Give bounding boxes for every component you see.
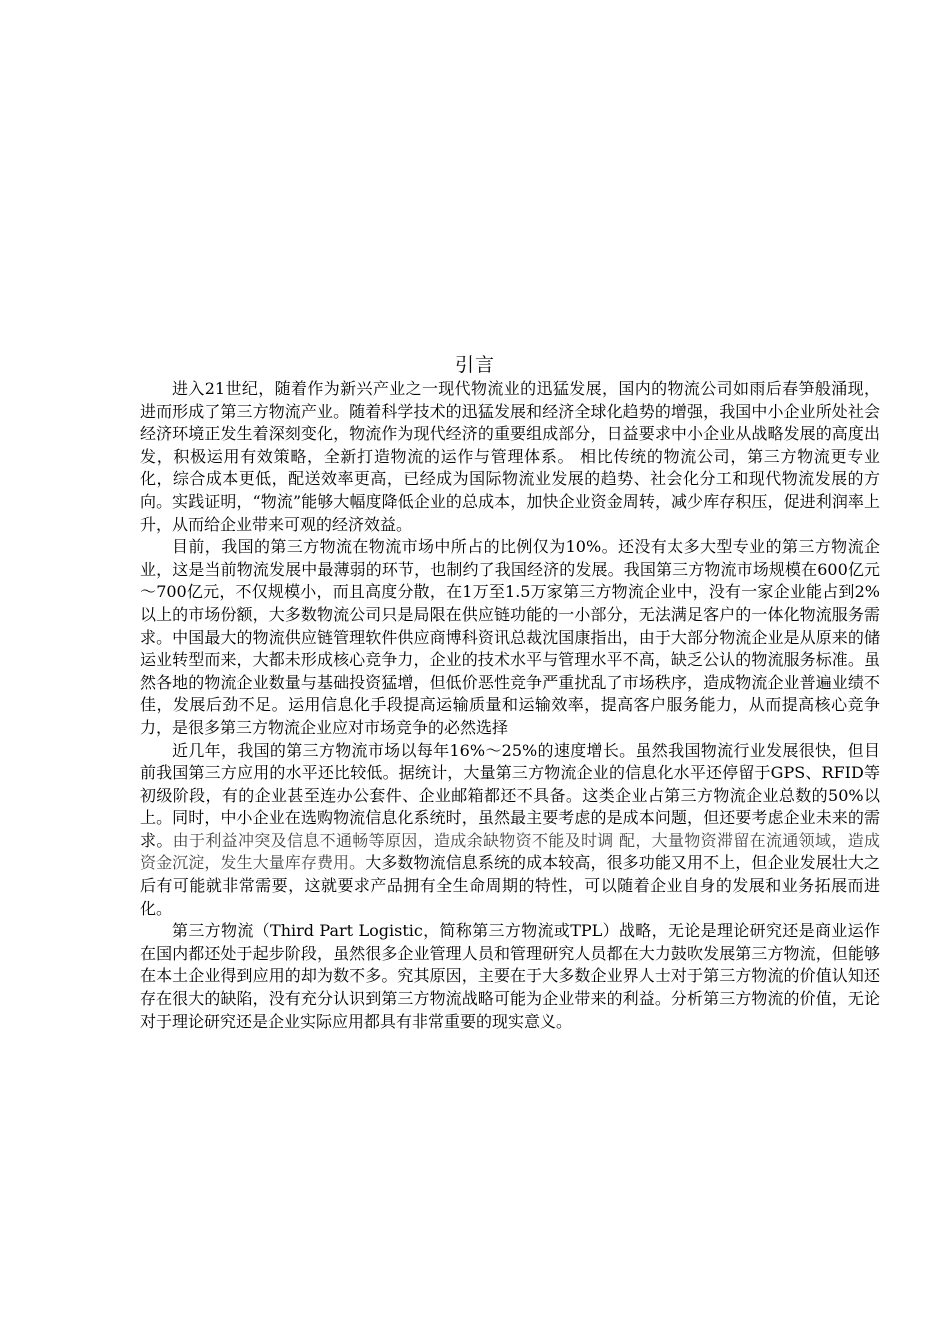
paragraph-1: 进入21世纪，随着作为新兴产业之一现代物流业的迅猛发展，国内的物流公司如雨后春笋般涌现，进而形成了第三方物流产业。随着科学技术的迅猛发展和经济全球化趋势的增强，我国中小企业所处社会经济环境正发生着深刻变化，物流作为现代经济的重要组成部分，日益要求中小企业从战略发展的高度出发，积极运用有效策略，全新打造物流的运作与管理体系。 相比传统的物流公司，第三方物流更专业化，综合成本更低，配送效率更高，已经成为国际物流业发展的趋势、社会化分工和现代物流发展的方向。实践证明，“物流”能够大幅度降低企业的总成本，加快企业资金周转，减少库存积压，促进利润率上升，从而给企业带来可观的经济效益。 [140,379,880,534]
document-body [140,378,880,1033]
paragraph-4: 第三方物流（Third Part Logistic，简称第三方物流或TPL）战略，无论是理论研究还是商业运作在国内都还处于起步阶段，虽然很多企业管理人员和管理研究人员都在大力鼓吹发展第三方物流，但能够在本土企业得到应用的却为数不多。究其原因，主要在于大多数企业界人士对于第三方物流的价值认知还存在很大的缺陷，没有充分认识到第三方物流战略可能为企业带来的利益。分析第三方物流的价值，无论对于理论研究还是企业实际应用都具有非常重要的现实意义。 [140,921,880,1031]
paragraph-3-text: 近几年，我国的第三方物流市场以每年16%～25%的速度增长。虽然我国物流行业发展很快，但目前我国第三方应用的水平还比较低。据统计，大量第三方物流企业的信息化水平还停留于GPS、RFID等初级阶段，有的企业甚至连办公套件、企业邮箱都还不具备。这类企业占第三方物流企业总数的50%以上。同时，中小企业在选购物流信息化系统时，虽然最主要考虑的是成本问题，但还要考虑企业未来的需求。 [140,740,880,850]
paragraph-3-gray-text: 由于利益冲突及信息不通畅等原因，造成余缺物资不能及时调 配，大量物资滞留在流通领域，造成资金沉淀，发生大量库存费用。 [140,830,880,873]
page-title: 引言 [454,354,495,376]
paragraph-3-tail-text: 大多数物流信息系统的成本较高，很多功能又用不上，但企业发展壮大之后有可能就非常需要，这就要求产品拥有全生命周期的特性，可以随着企业自身的发展和业务拓展而进化。 [140,853,880,918]
paragraph-2: 目前，我国的第三方物流在物流市场中所占的比例仅为10%。还没有太多大型专业的第三方物流企业，这是当前物流发展中最薄弱的环节，也制约了我国经济的发展。我国第三方物流市场规模在600亿元～700亿元，不仅规模小，而且高度分散，在1万至1.5万家第三方物流企业中，没有一家企业能占到2%以上的市场份额，大多数物流公司只是局限在供应链功能的一小部分，无法满足客户的一体化物流服务需求。中国最大的物流供应链管理软件供应商博科资讯总裁沈国康指出，由于大部分物流企业是从原来的储运业转型而来，大都未形成核心竞争力，企业的技术水平与管理水平不高，缺乏公认的物流服务标准。虽然各地的物流企业数量与基础投资猛增，但低价恶性竞争严重扰乱了市场秩序，造成物流企业普遍业绩不佳，发展后劲不足。运用信息化手段提高运输质量和运输效率，提高客户服务能力，从而提高核心竞争力，是很多第三方物流企业应对市场竞争的必然选择 [140,537,880,737]
paragraph-3 [140,740,880,921]
